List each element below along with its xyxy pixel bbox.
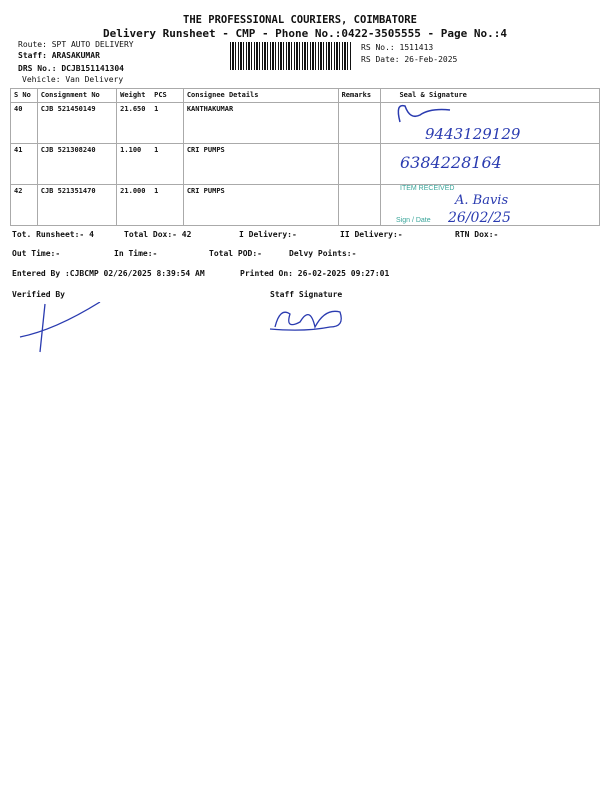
cell-remarks	[338, 103, 381, 144]
col-weight: Weight	[117, 89, 151, 103]
stamp-date: 26/02/25	[448, 210, 511, 226]
cell-consignee: KANTHAKUMAR	[183, 103, 338, 144]
cell-remarks	[338, 185, 381, 226]
verifier-signature	[15, 302, 105, 357]
col-consignment: Consignment No	[37, 89, 116, 103]
tot-runsheet: Tot. Runsheet:- 4	[12, 230, 94, 239]
printed-on: Printed On: 26-02-2025 09:27:01	[240, 269, 390, 278]
cell-remarks	[338, 144, 381, 185]
stamp-title: ITEM RECEIVED	[400, 185, 455, 192]
signature-row-40	[390, 100, 470, 125]
handwritten-phone-1: 9443129129	[425, 125, 521, 143]
total-pod: Total POD:-	[209, 249, 262, 258]
rtn-dox: RTN Dox:-	[455, 230, 499, 239]
cell-pcs: 1	[151, 185, 183, 226]
cell-pcs: 1	[151, 144, 183, 185]
out-time: Out Time:-	[12, 249, 61, 258]
stamp-name: A. Bavis	[455, 193, 509, 208]
staff: Staff: ARASAKUMAR	[18, 51, 100, 60]
rs-number: RS No.: 1511413	[361, 43, 434, 52]
i-delivery: I Delivery:-	[239, 230, 297, 239]
col-seal: Seal & Signature	[381, 89, 600, 103]
cell-weight: 1.100	[117, 144, 151, 185]
company-name: THE PROFESSIONAL COURIERS, COIMBATORE	[183, 14, 417, 26]
document-title: Delivery Runsheet - CMP - Phone No.:0422-3505555 - Page No.:4	[103, 27, 507, 40]
col-consignee: Consignee Details	[183, 89, 338, 103]
stamp-sign-label: Sign / Date	[396, 217, 431, 224]
cell-sno: 40	[11, 103, 38, 144]
in-time: In Time:-	[114, 249, 158, 258]
table-header	[11, 89, 600, 103]
col-pcs: PCS	[151, 89, 183, 103]
cell-weight: 21.000	[117, 185, 151, 226]
staff-signature-label: Staff Signature	[270, 290, 343, 299]
cell-consignment: CJB 521450149	[37, 103, 116, 144]
vehicle: Vehicle: Van Delivery	[22, 75, 124, 84]
ii-delivery: II Delivery:-	[340, 230, 403, 239]
staff-signature	[265, 302, 355, 337]
cell-weight: 21.650	[117, 103, 151, 144]
route: Route: SPT AUTO DELIVERY	[18, 40, 134, 49]
table-row	[11, 144, 600, 185]
cell-consignment: CJB 521308240	[37, 144, 116, 185]
handwritten-phone-2: 6384228164	[400, 153, 502, 172]
total-dox: Total Dox:- 42	[124, 230, 192, 239]
drs-number: DRS No.: DCJB151141304	[18, 64, 124, 73]
rs-date: RS Date: 26-Feb-2025	[361, 55, 458, 64]
cell-sno: 41	[11, 144, 38, 185]
cell-consignment: CJB 521351470	[37, 185, 116, 226]
verified-by-label: Verified By	[12, 290, 65, 299]
col-remarks: Remarks	[338, 89, 381, 103]
col-sno: S No	[11, 89, 38, 103]
entered-by: Entered By :CJBCMP 02/26/2025 8:39:54 AM	[12, 269, 205, 278]
cell-pcs: 1	[151, 103, 183, 144]
barcode	[230, 42, 352, 70]
cell-sno: 42	[11, 185, 38, 226]
delvy-points: Delvy Points:-	[289, 249, 357, 258]
cell-consignee: CRI PUMPS	[183, 144, 338, 185]
cell-consignee: CRI PUMPS	[183, 185, 338, 226]
